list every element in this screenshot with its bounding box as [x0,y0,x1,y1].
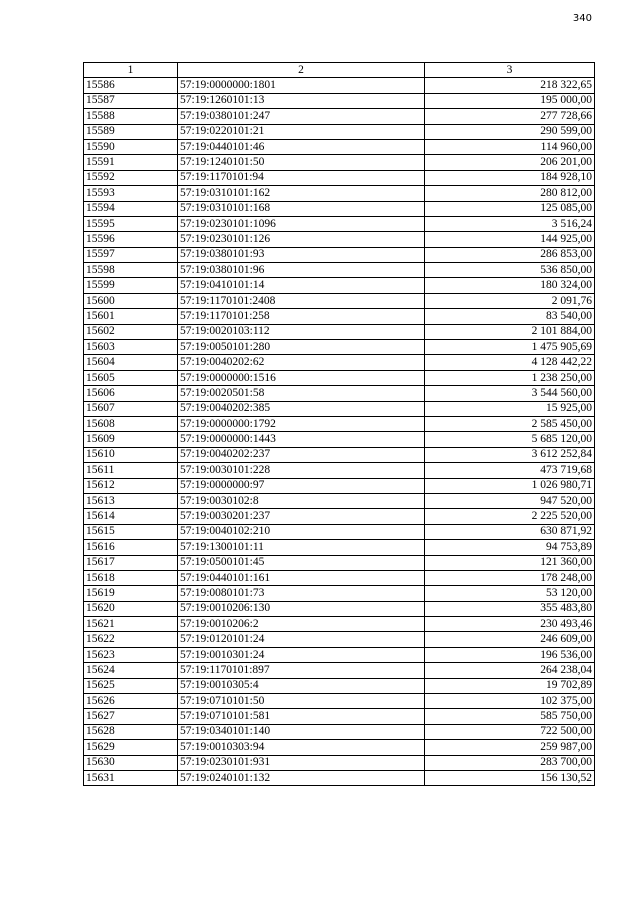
table-row [84,540,595,555]
table-row [84,663,595,678]
row-number-cell: 15621 [84,617,178,632]
table-row [84,216,595,231]
row-number-cell: 15626 [84,694,178,709]
value-cell: 1 026 980,71 [425,478,595,493]
table-row [84,201,595,216]
value-cell: 280 812,00 [425,186,595,201]
value-cell: 2 585 450,00 [425,416,595,431]
table-row [84,740,595,755]
value-cell: 121 360,00 [425,555,595,570]
value-cell: 947 520,00 [425,493,595,508]
row-number-cell: 15631 [84,770,178,785]
table-row [84,340,595,355]
cadastral-number-cell: 57:19:0010305:4 [178,678,425,693]
cadastral-number-cell: 57:19:0040202:237 [178,447,425,462]
cadastral-number-cell: 57:19:0010301:24 [178,647,425,662]
value-cell: 355 483,80 [425,601,595,616]
row-number-cell: 15592 [84,170,178,185]
row-number-cell: 15596 [84,232,178,247]
column-header-2: 2 [178,63,425,78]
table-row [84,447,595,462]
table-row [84,555,595,570]
value-cell: 264 238,04 [425,663,595,678]
value-cell: 206 201,00 [425,155,595,170]
cadastral-number-cell: 57:19:0000000:1801 [178,78,425,93]
cadastral-number-cell: 57:19:0710101:581 [178,709,425,724]
row-number-cell: 15589 [84,124,178,139]
value-cell: 3 612 252,84 [425,447,595,462]
cadastral-number-cell: 57:19:0310101:168 [178,201,425,216]
value-cell: 473 719,68 [425,463,595,478]
row-number-cell: 15609 [84,432,178,447]
value-cell: 290 599,00 [425,124,595,139]
table-row [84,755,595,770]
row-number-cell: 15604 [84,355,178,370]
row-number-cell: 15618 [84,570,178,585]
row-number-cell: 15623 [84,647,178,662]
cadastral-number-cell: 57:19:0380101:96 [178,263,425,278]
row-number-cell: 15601 [84,309,178,324]
table-row [84,186,595,201]
table-row [84,570,595,585]
table-row [84,155,595,170]
row-number-cell: 15615 [84,524,178,539]
cadastral-number-cell: 57:19:0310101:162 [178,186,425,201]
value-cell: 184 928,10 [425,170,595,185]
value-cell: 195 000,00 [425,93,595,108]
table-row [84,124,595,139]
table-row [84,232,595,247]
table-row [84,724,595,739]
table-row [84,709,595,724]
value-cell: 125 085,00 [425,201,595,216]
cadastral-number-cell: 57:19:0000000:97 [178,478,425,493]
row-number-cell: 15598 [84,263,178,278]
cadastral-number-cell: 57:19:0230101:931 [178,755,425,770]
cadastral-number-cell: 57:19:0380101:247 [178,109,425,124]
value-cell: 2 091,76 [425,293,595,308]
table-row [84,293,595,308]
cadastral-number-cell: 57:19:0010206:130 [178,601,425,616]
row-number-cell: 15612 [84,478,178,493]
value-cell: 283 700,00 [425,755,595,770]
row-number-cell: 15590 [84,139,178,154]
cadastral-number-cell: 57:19:0440101:46 [178,139,425,154]
data-table [83,62,595,786]
table-row [84,78,595,93]
cadastral-number-cell: 57:19:0050101:280 [178,340,425,355]
table-row [84,109,595,124]
value-cell: 630 871,92 [425,524,595,539]
table-row [84,278,595,293]
value-cell: 19 702,89 [425,678,595,693]
row-number-cell: 15608 [84,416,178,431]
row-number-cell: 15607 [84,401,178,416]
cadastral-number-cell: 57:19:0030102:8 [178,493,425,508]
row-number-cell: 15628 [84,724,178,739]
cadastral-number-cell: 57:19:0440101:161 [178,570,425,585]
value-cell: 178 248,00 [425,570,595,585]
value-cell: 15 925,00 [425,401,595,416]
value-cell: 3 516,24 [425,216,595,231]
value-cell: 218 322,65 [425,78,595,93]
cadastral-number-cell: 57:19:0340101:140 [178,724,425,739]
value-cell: 2 101 884,00 [425,324,595,339]
row-number-cell: 15597 [84,247,178,262]
row-number-cell: 15610 [84,447,178,462]
table-row [84,478,595,493]
value-cell: 144 925,00 [425,232,595,247]
value-cell: 536 850,00 [425,263,595,278]
cadastral-number-cell: 57:19:0040102:210 [178,524,425,539]
table-row [84,647,595,662]
row-number-cell: 15605 [84,370,178,385]
row-number-cell: 15627 [84,709,178,724]
cadastral-number-cell: 57:19:0710101:50 [178,694,425,709]
table-row [84,509,595,524]
row-number-cell: 15594 [84,201,178,216]
cadastral-number-cell: 57:19:0020501:58 [178,386,425,401]
value-cell: 4 128 442,22 [425,355,595,370]
cadastral-number-cell: 57:19:0500101:45 [178,555,425,570]
cadastral-number-cell: 57:19:0230101:1096 [178,216,425,231]
cadastral-number-cell: 57:19:0240101:132 [178,770,425,785]
value-cell: 5 685 120,00 [425,432,595,447]
table-row [84,93,595,108]
row-number-cell: 15587 [84,93,178,108]
row-number-cell: 15630 [84,755,178,770]
table-row [84,694,595,709]
value-cell: 156 130,52 [425,770,595,785]
value-cell: 722 500,00 [425,724,595,739]
value-cell: 83 540,00 [425,309,595,324]
cadastral-number-cell: 57:19:0220101:21 [178,124,425,139]
row-number-cell: 15602 [84,324,178,339]
value-cell: 1 475 905,69 [425,340,595,355]
cadastral-number-cell: 57:19:0000000:1792 [178,416,425,431]
value-cell: 1 238 250,00 [425,370,595,385]
cadastral-number-cell: 57:19:0030101:228 [178,463,425,478]
table-row [84,324,595,339]
value-cell: 286 853,00 [425,247,595,262]
table-row [84,617,595,632]
row-number-cell: 15600 [84,293,178,308]
table-row [84,401,595,416]
cadastral-number-cell: 57:19:1170101:897 [178,663,425,678]
row-number-cell: 15614 [84,509,178,524]
cadastral-number-cell: 57:19:0010303:94 [178,740,425,755]
table-row [84,309,595,324]
value-cell: 230 493,46 [425,617,595,632]
cadastral-number-cell: 57:19:0120101:24 [178,632,425,647]
row-number-cell: 15617 [84,555,178,570]
row-number-cell: 15593 [84,186,178,201]
cadastral-number-cell: 57:19:1170101:94 [178,170,425,185]
table-row [84,170,595,185]
row-number-cell: 15629 [84,740,178,755]
table-row [84,370,595,385]
table-row [84,247,595,262]
cadastral-number-cell: 57:19:0230101:126 [178,232,425,247]
table-row [84,386,595,401]
cadastral-number-cell: 57:19:0080101:73 [178,586,425,601]
row-number-cell: 15611 [84,463,178,478]
table-row [84,770,595,785]
column-header-1: 1 [84,63,178,78]
row-number-cell: 15588 [84,109,178,124]
row-number-cell: 15619 [84,586,178,601]
value-cell: 114 960,00 [425,139,595,154]
row-number-cell: 15616 [84,540,178,555]
table-row [84,493,595,508]
cadastral-number-cell: 57:19:0020103:112 [178,324,425,339]
value-cell: 3 544 560,00 [425,386,595,401]
table-row [84,524,595,539]
cadastral-number-cell: 57:19:1170101:258 [178,309,425,324]
row-number-cell: 15586 [84,78,178,93]
row-number-cell: 15625 [84,678,178,693]
table-row [84,632,595,647]
cadastral-number-cell: 57:19:0010206:2 [178,617,425,632]
cadastral-number-cell: 57:19:0030201:237 [178,509,425,524]
table-row [84,355,595,370]
row-number-cell: 15599 [84,278,178,293]
table-body [84,78,595,786]
table-row [84,601,595,616]
cadastral-number-cell: 57:19:1260101:13 [178,93,425,108]
value-cell: 94 753,89 [425,540,595,555]
row-number-cell: 15613 [84,493,178,508]
table-row [84,463,595,478]
cadastral-number-cell: 57:19:0410101:14 [178,278,425,293]
page-number: 340 [572,13,592,24]
column-header-3: 3 [425,63,595,78]
value-cell: 259 987,00 [425,740,595,755]
value-cell: 585 750,00 [425,709,595,724]
cadastral-number-cell: 57:19:1170101:2408 [178,293,425,308]
cadastral-number-cell: 57:19:0380101:93 [178,247,425,262]
value-cell: 246 609,00 [425,632,595,647]
table-row [84,139,595,154]
row-number-cell: 15622 [84,632,178,647]
value-cell: 277 728,66 [425,109,595,124]
table-row [84,263,595,278]
cadastral-number-cell: 57:19:0000000:1443 [178,432,425,447]
cadastral-number-cell: 57:19:0000000:1516 [178,370,425,385]
row-number-cell: 15606 [84,386,178,401]
header-row [84,63,595,78]
cadastral-number-cell: 57:19:0040202:385 [178,401,425,416]
value-cell: 196 536,00 [425,647,595,662]
cadastral-number-cell: 57:19:1300101:11 [178,540,425,555]
table-row [84,416,595,431]
table-row [84,432,595,447]
value-cell: 53 120,00 [425,586,595,601]
value-cell: 180 324,00 [425,278,595,293]
row-number-cell: 15620 [84,601,178,616]
row-number-cell: 15624 [84,663,178,678]
value-cell: 2 225 520,00 [425,509,595,524]
cadastral-number-cell: 57:19:0040202:62 [178,355,425,370]
cadastral-number-cell: 57:19:1240101:50 [178,155,425,170]
table-row [84,586,595,601]
table-row [84,678,595,693]
row-number-cell: 15591 [84,155,178,170]
value-cell: 102 375,00 [425,694,595,709]
row-number-cell: 15595 [84,216,178,231]
row-number-cell: 15603 [84,340,178,355]
